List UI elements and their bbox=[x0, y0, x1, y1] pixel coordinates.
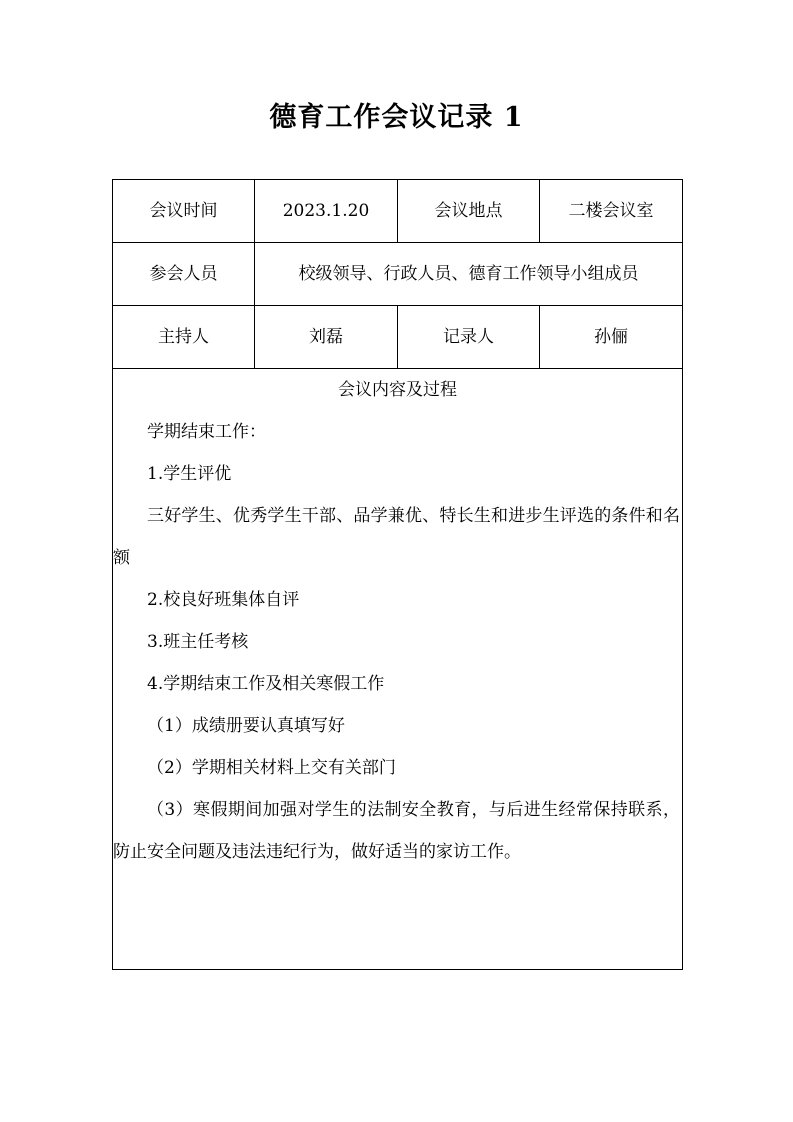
content-paragraph: 三好学生、优秀学生干部、品学兼优、特长生和进步生评选的条件和名额 bbox=[113, 506, 680, 568]
meeting-time-row bbox=[113, 180, 683, 243]
attendees-row bbox=[113, 243, 683, 306]
meeting-place-label: 会议地点 bbox=[398, 180, 540, 243]
meeting-content-cell bbox=[113, 369, 683, 970]
host-recorder-row bbox=[113, 306, 683, 369]
recorder-label: 记录人 bbox=[398, 306, 540, 369]
content-paragraph: 学期结束工作： bbox=[147, 422, 266, 442]
content-paragraph: （2）学期相关材料上交有关部门 bbox=[147, 758, 396, 778]
meeting-place-value: 二楼会议室 bbox=[540, 180, 683, 243]
meeting-record-table bbox=[112, 179, 683, 970]
attendees-value: 校级领导、行政人员、德育工作领导小组成员 bbox=[255, 243, 683, 306]
meeting-time-value: 2023.1.20 bbox=[255, 180, 398, 243]
content-paragraph: （1）成绩册要认真填写好 bbox=[147, 716, 345, 736]
meeting-time-label: 会议时间 bbox=[113, 180, 255, 243]
host-value: 刘磊 bbox=[255, 306, 398, 369]
content-paragraph: 1.学生评优 bbox=[147, 464, 232, 484]
content-row bbox=[113, 369, 683, 970]
content-paragraph: （3）寒假期间加强对学生的法制安全教育，与后进生经常保持联系，防止安全问题及违法违纪行为，做好适当的家访工作。 bbox=[113, 800, 680, 862]
host-label: 主持人 bbox=[113, 306, 255, 369]
attendees-label: 参会人员 bbox=[113, 243, 255, 306]
content-paragraph: 2.校良好班集体自评 bbox=[147, 590, 300, 610]
content-heading: 会议内容及过程 bbox=[338, 380, 457, 400]
recorder-value: 孙俪 bbox=[540, 306, 683, 369]
document-title: 德育工作会议记录 1 bbox=[269, 102, 524, 133]
content-paragraph: 4.学期结束工作及相关寒假工作 bbox=[147, 674, 385, 694]
content-paragraph: 3.班主任考核 bbox=[147, 632, 249, 652]
